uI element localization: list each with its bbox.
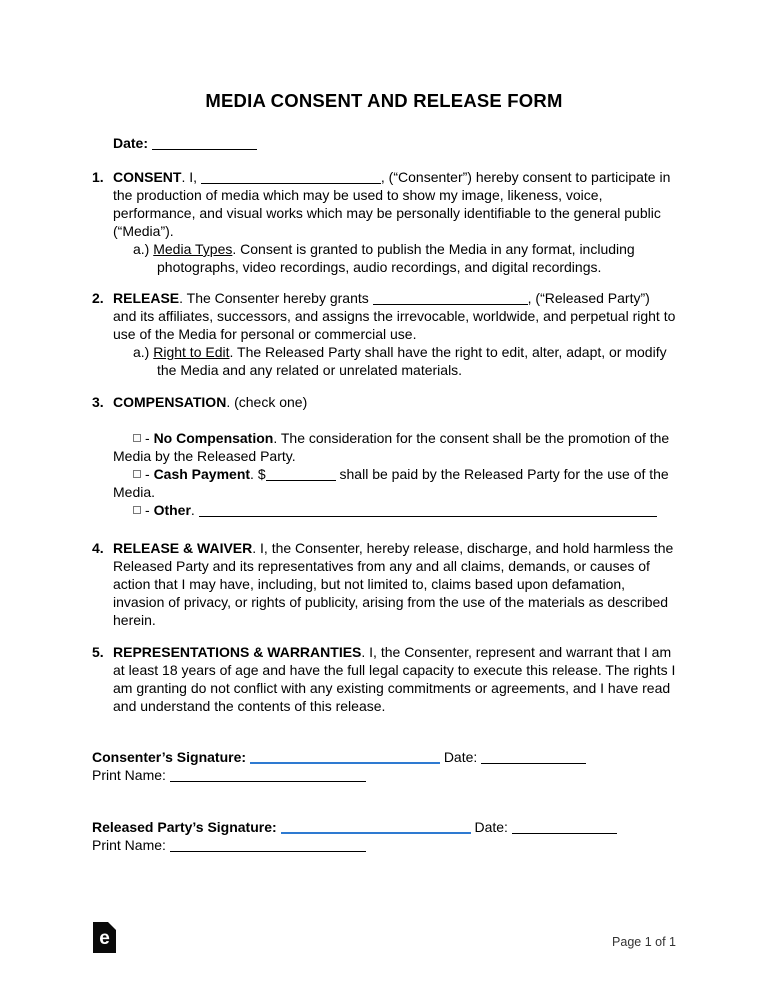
section-consent-heading: CONSENT [113, 169, 182, 185]
consenter-print-name-label: Print Name: [92, 767, 166, 783]
section-consent-lead: . I, [181, 169, 201, 185]
section-release-waiver-body: . I, the Consenter, hereby release, discharge, and hold harmless the Released Party and its representatives from any and all claims, demands, or causes of action that I may have, including, but not limited to, claims based upon defamation, invasion of privacy, or rights of publicity, arising from the use of the materials as described herein. [113, 540, 674, 628]
released-party-date-label: Date: [474, 819, 508, 835]
eforms-logo-letter: e [99, 928, 110, 949]
checkbox-other[interactable] [133, 506, 141, 514]
section-number: 2. [92, 290, 104, 306]
consenter-signature-row [92, 748, 676, 766]
other-description-field[interactable] [199, 504, 657, 517]
released-party-print-name-field[interactable] [170, 839, 366, 852]
section-release-paragraph [113, 289, 676, 343]
subitem-marker: a.) [133, 241, 154, 257]
section-release-heading: RELEASE [113, 290, 180, 306]
option-cash-payment-text: shall be paid by the Released Party for the use of the Media. [113, 466, 669, 500]
eforms-logo [93, 922, 116, 953]
section-number: 5. [92, 644, 104, 660]
option-cash-payment [113, 465, 676, 501]
page-number: Page 1 of 1 [612, 935, 676, 949]
subitem-media-types-text: . Consent is granted to publish the Media in any format, including photographs, video recordings, audio recordings, and digital recordings. [157, 241, 635, 275]
released-party-signature-field[interactable] [281, 821, 471, 834]
subitem-right-to-edit-text: . The Released Party shall have the right to edit, alter, adapt, or modify the Media and any related or unrelated materials. [157, 344, 667, 378]
section-consent [92, 168, 676, 276]
option-no-compensation-label: No Compensation [153, 430, 274, 446]
section-consent-paragraph [113, 168, 676, 240]
consenter-sign-date-field[interactable] [481, 751, 586, 764]
checkbox-cash-payment[interactable] [133, 470, 141, 478]
section-release-lead: . The Consenter hereby grants [179, 290, 373, 306]
section-number: 1. [92, 169, 104, 185]
section-representations-paragraph [113, 643, 676, 715]
released-party-signature-block [92, 818, 676, 854]
subitem-media-types-title: Media Types [153, 241, 233, 257]
section-number: 4. [92, 540, 104, 556]
released-party-signature-label: Released Party’s Signature: [92, 819, 277, 835]
section-representations-body: . I, the Consenter, represent and warrant that I am at least 18 years of age and have the full legal capacity to execute this release. The rights I am granting do not conflict with any existing commitments or agreements, and I have read and understand the contents of this release. [113, 644, 676, 714]
form-title: MEDIA CONSENT AND RELEASE FORM [205, 90, 563, 111]
released-party-sign-date-field[interactable] [512, 821, 617, 834]
released-party-print-name-row [92, 836, 676, 854]
section-release-body: , (“Released Party”) and its affiliates, successors, and assigns the irrevocable, worldwide, and perpetual right to use of the Media for personal or commercial use. [113, 290, 676, 342]
consenter-name-field[interactable] [201, 171, 381, 184]
section-release [92, 289, 676, 379]
section-release-waiver [92, 539, 676, 629]
option-cash-payment-currency: . $ [250, 466, 266, 482]
option-dash: - [145, 430, 154, 446]
option-dash: - [145, 502, 154, 518]
subitem-right-to-edit [113, 343, 676, 379]
section-consent-body: , (“Consenter”) hereby consent to participate in the production of media which may be used to show my image, likeness, voice, performance, and visual works which may be personally identifiable to the general public (“Media”). [113, 169, 671, 239]
released-party-print-name-label: Print Name: [92, 837, 166, 853]
consenter-signature-block [92, 748, 676, 784]
consenter-date-label: Date: [443, 749, 478, 765]
section-compensation-heading: COMPENSATION [113, 394, 227, 410]
consenter-signature-field[interactable] [250, 751, 440, 764]
section-representations [92, 643, 676, 715]
cash-amount-field[interactable] [266, 468, 336, 481]
option-dash: - [145, 466, 154, 482]
compensation-options [113, 429, 676, 519]
option-other-label: Other [153, 502, 191, 518]
released-party-name-field[interactable] [373, 292, 528, 305]
section-compensation-heading-line [113, 393, 676, 411]
section-compensation [92, 393, 676, 519]
option-other-period: . [190, 502, 199, 518]
subitem-marker: a.) [133, 344, 154, 360]
section-representations-heading: REPRESENTATIONS & WARRANTIES [113, 644, 362, 660]
consenter-print-name-row [92, 766, 676, 784]
subitem-media-types [113, 240, 676, 276]
consenter-signature-label: Consenter’s Signature: [92, 749, 247, 765]
option-no-compensation [113, 429, 676, 465]
consenter-print-name-field[interactable] [170, 769, 366, 782]
date-field[interactable] [152, 137, 257, 150]
released-party-signature-row [92, 818, 676, 836]
section-release-waiver-heading: RELEASE & WAIVER [113, 540, 253, 556]
subitem-right-to-edit-title: Right to Edit [153, 344, 230, 360]
section-compensation-lead: . (check one) [226, 394, 308, 410]
date-label: Date: [113, 135, 149, 151]
date-row [113, 134, 676, 152]
option-cash-payment-label: Cash Payment [153, 466, 251, 482]
option-no-compensation-text: . The consideration for the consent shall be the promotion of the Media by the Released Party. [113, 430, 670, 464]
section-number: 3. [92, 394, 104, 410]
checkbox-no-compensation[interactable] [133, 434, 141, 442]
section-release-waiver-paragraph [113, 539, 676, 629]
option-other [113, 501, 676, 519]
